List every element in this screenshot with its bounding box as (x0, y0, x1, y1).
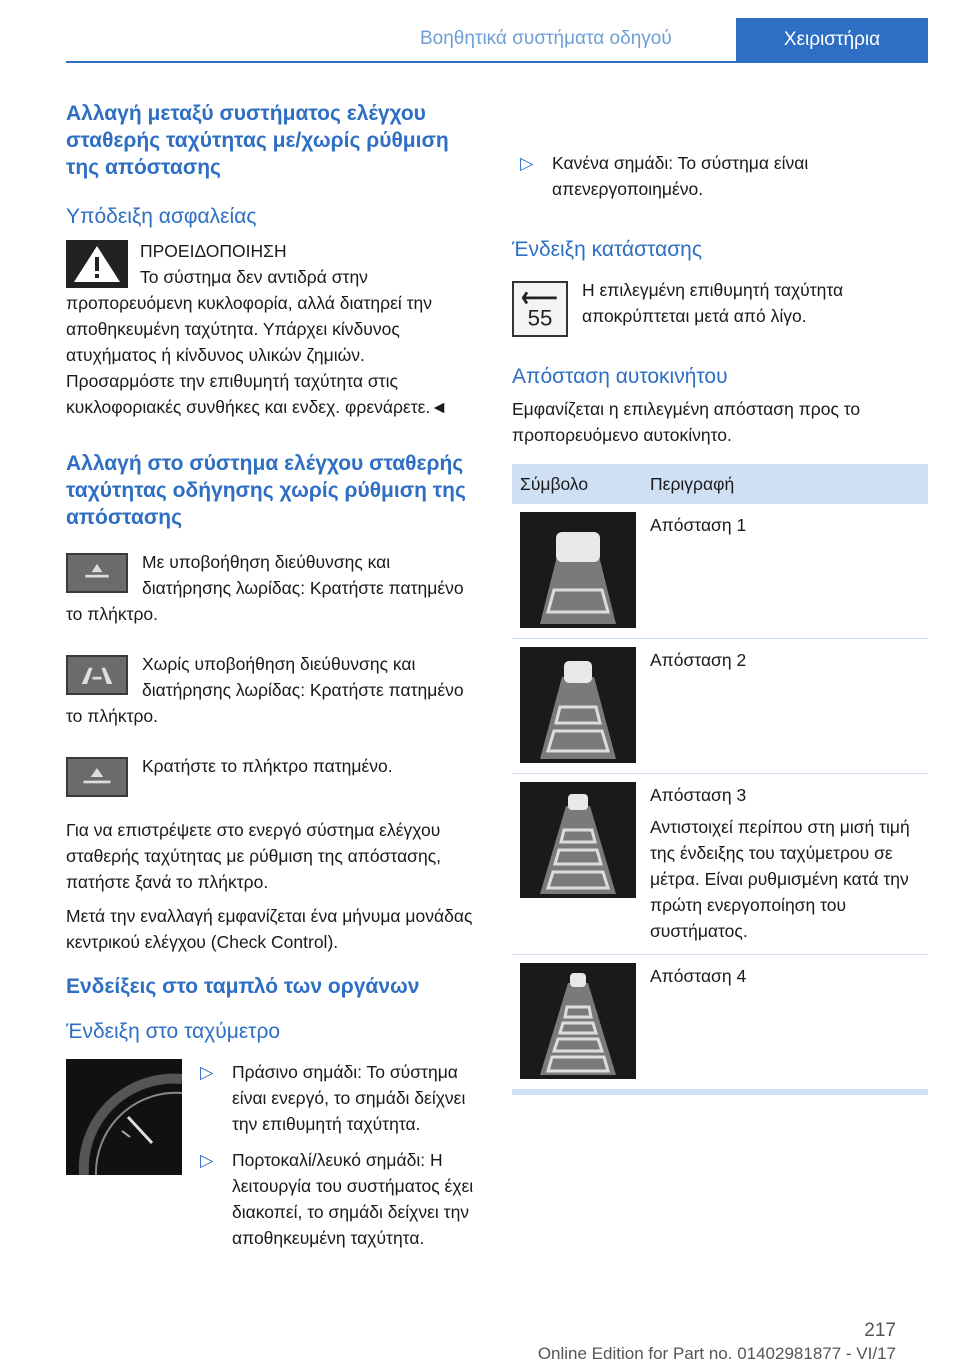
speedometer-block (66, 1059, 478, 1261)
bullet-green: ▷ Πράσινο σημάδι: Το σύστημα είναι ενεργό, το σημάδι δείχνει την επιθυμητή ταχύτητα. (192, 1059, 478, 1137)
heading-speedo: Ένδειξη στο ταχύμετρο (66, 1020, 281, 1043)
warning-text: Το σύστημα δεν αντιδρά στην προπορευόμενη κυκλοφορία, αλλά διατηρεί την αποθηκευμένη ταχύτητα. Υπάρχει κίνδυνος ατυχήματος ή κίνδυνος υλικών ζημιών. (66, 267, 433, 365)
table-header-description: Περιγραφή (642, 464, 928, 504)
table-row (512, 774, 928, 955)
warning-icon (66, 240, 128, 288)
table-header-symbol: Σύμβολο (512, 464, 642, 504)
heading-switch: Αλλαγή μεταξύ συστήματος ελέγχου σταθερής ταχύτητας με/χωρίς ρύθμιση της απόστασης (66, 102, 449, 179)
bullet-arrow-icon: ▷ (520, 153, 534, 173)
bullet-arrow-icon: ▷ (200, 1062, 214, 1082)
chapter-tab[interactable]: Χειριστήρια (736, 18, 928, 62)
heading-change: Αλλαγή στο σύστημα ελέγχου σταθερής ταχύτητας οδήγησης χωρίς ρύθμιση της απόστασης (66, 452, 466, 529)
header-rule (66, 61, 928, 63)
table-cell-desc: Απόσταση 4 (642, 955, 928, 1090)
status-text: Η επιλεγμένη επιθυμητή ταχύτητα αποκρύπτεται μετά από λίγο. (582, 280, 844, 326)
table-cell-desc: Απόσταση 2 (642, 639, 928, 774)
heading-status: Ένδειξη κατάστασης (512, 238, 702, 261)
button-3-text: Κρατήστε το πλήκτρο πατημένο. (142, 756, 393, 776)
bullet-orange: ▷ Πορτοκαλί/λευκό σημάδι: Η λειτουργία του συστήματος έχει διακοπεί, το σημάδι δείχνει την αποθηκευμένη ταχύτητα. (192, 1147, 478, 1251)
heading-displays: Ενδείξεις στο ταμπλό των οργάνων (66, 975, 420, 998)
warning-title: ΠΡΟΕΙΔΟΠΟΙΗΣΗ (140, 241, 287, 261)
speed-status-icon (512, 281, 568, 337)
distance-1-image (520, 512, 636, 628)
edition-text: Online Edition for Part no. 01402981877 - VI/17 (537, 1344, 896, 1363)
speedometer-image (66, 1059, 182, 1175)
table-row (512, 955, 928, 1090)
warning-block (66, 238, 478, 428)
distance-3-image (520, 782, 636, 898)
lane-button-icon (66, 655, 128, 695)
right-column (512, 100, 928, 1095)
svg-text:55: 55 (527, 305, 553, 331)
return-text: Για να επιστρέψετε στο ενεργό σύστημα ελέγχου σταθερής ταχύτητας με ρύθμιση της απόστασης, πατήστε ξανά το πλήκτρο. (66, 820, 442, 892)
table-row (512, 504, 928, 639)
left-column (66, 100, 478, 1261)
section-title: Βοηθητικά συστήματα οδηγού (420, 28, 672, 49)
distance-button-icon (66, 757, 128, 797)
distance-table (512, 464, 928, 1090)
bullet-arrow-icon: ▷ (200, 1150, 214, 1170)
status-block (512, 277, 928, 341)
bullet-none: ▷ Κανένα σημάδι: Το σύστημα είναι απενεργοποιημένο. (512, 150, 928, 202)
page-number: 217 (864, 1320, 896, 1341)
distance-4-image (520, 963, 636, 1079)
table-row (512, 639, 928, 774)
button-item-3 (66, 753, 478, 801)
after-text: Μετά την εναλλαγή εμφανίζεται ένα μήνυμα μονάδας κεντρικού ελέγχου (Check Control). (66, 906, 473, 952)
distance-2-image (520, 647, 636, 763)
button-2-text: Χωρίς υποβοήθηση διεύθυνσης και διατήρησης λωρίδας: Κρατήστε πατημένο το πλήκτρο. (66, 654, 464, 726)
distance-text: Εμφανίζεται η επιλεγμένη απόσταση προς το προπορευόμενο αυτοκίνητο. (512, 399, 861, 445)
heading-safety: Υπόδειξη ασφαλείας (66, 205, 257, 228)
button-item-1 (66, 549, 478, 635)
button-1-text: Με υποβοήθηση διεύθυνσης και διατήρησης λωρίδας: Κρατήστε πατημένο το πλήκτρο. (66, 552, 464, 624)
page-header (0, 18, 960, 62)
table-header-row (512, 464, 928, 504)
button-item-2 (66, 651, 478, 737)
heading-distance: Απόσταση αυτοκινήτου (512, 365, 728, 388)
table-cell-desc: Απόσταση 1 (642, 504, 928, 639)
table-bottom-rule (512, 1090, 928, 1095)
steering-assist-button-icon (66, 553, 128, 593)
warning-text-2: Προσαρμόστε την επιθυμητή ταχύτητα στις κυκλοφοριακές συνθήκες και ενδεχ. φρενάρετε.◄ (66, 371, 448, 417)
table-cell-desc: Απόσταση 3 Αντιστοιχεί περίπου στη μισή τιμή της ένδειξης του ταχύμετρου σε μέτρα. Είναι ρυθμισμένη κατά την πρώτη ενεργοποίηση του συστήματος. (642, 774, 928, 955)
